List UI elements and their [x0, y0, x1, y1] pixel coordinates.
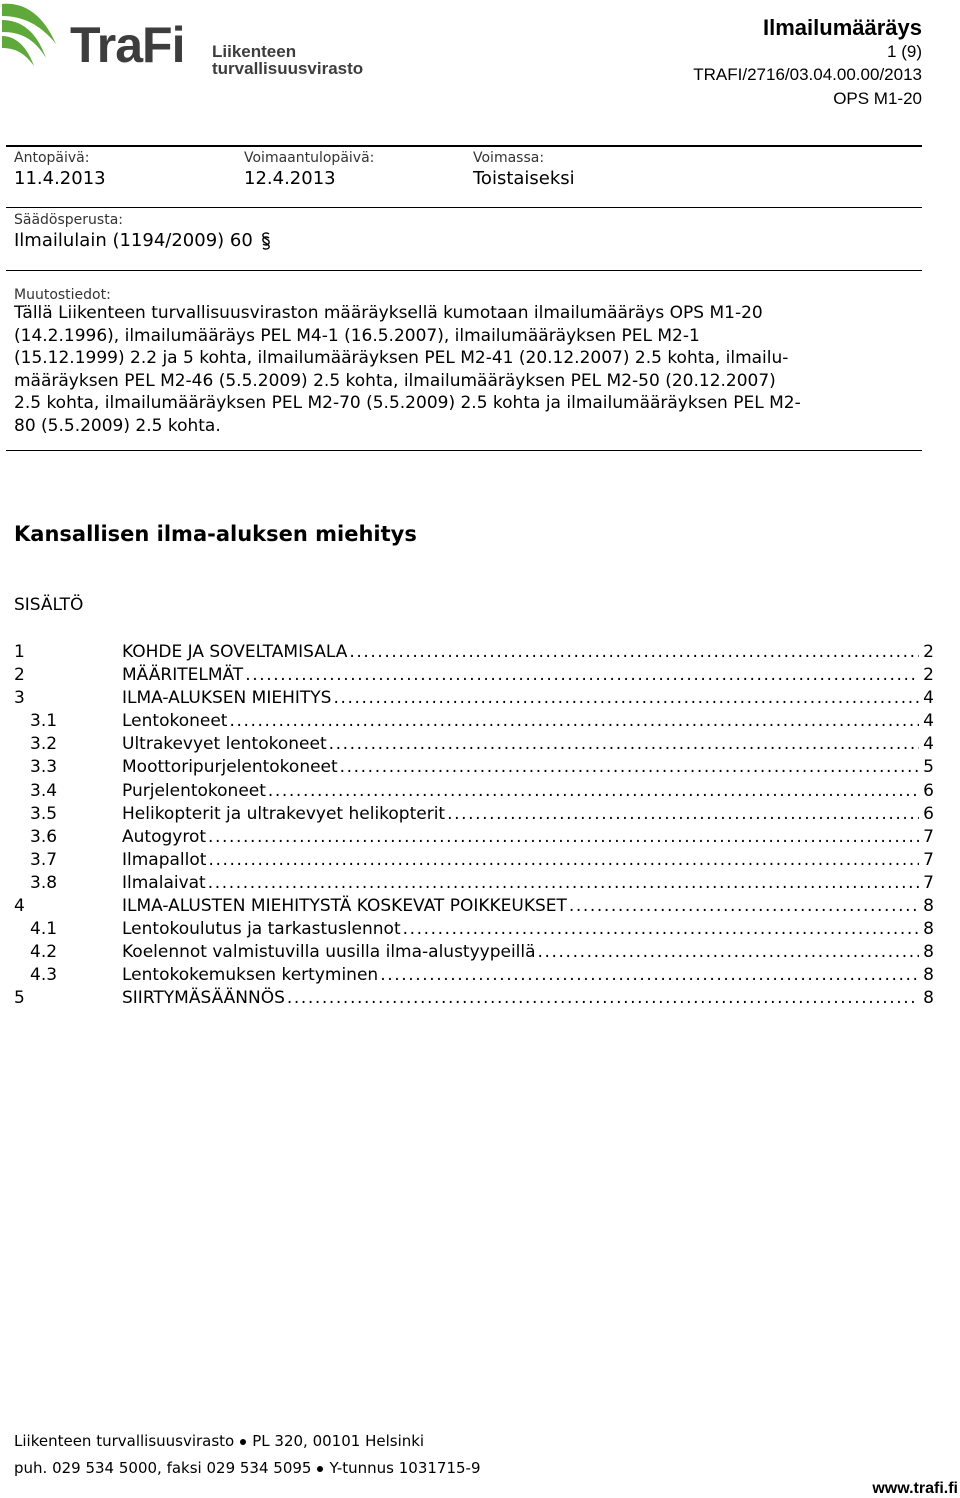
toc-entry-page: 8 — [923, 965, 934, 986]
toc-leader-dots — [380, 964, 919, 987]
header-divider — [6, 145, 922, 147]
toc-entry-page: 8 — [923, 896, 934, 917]
toc-entry-number: 4 — [14, 896, 25, 917]
toc-entry-page: 5 — [923, 757, 934, 778]
toc-entry-title: Moottoripurjelentokoneet — [122, 757, 338, 778]
toc-entry-number: 3 — [14, 688, 25, 709]
toc-entry-title: ILMA-ALUKSEN MIEHITYS — [122, 688, 332, 709]
toc-leader-dots — [569, 895, 919, 918]
toc-entry[interactable] — [14, 964, 934, 987]
toc-entry-title: Ultrakevyet lentokoneet — [122, 734, 327, 755]
toc-entry[interactable] — [14, 826, 934, 849]
toc-leader-dots — [287, 987, 919, 1010]
toc-entry-page: 2 — [923, 642, 934, 662]
bullet-icon — [317, 1466, 323, 1472]
toc-entry-number: 3.8 — [30, 872, 58, 893]
footer-postal-address: PL 320, 00101 Helsinki — [252, 1432, 425, 1450]
amendments-line: 2.5 kohta, ilmailumääräyksen PEL M2-70 (5.5.2009) 2.5 kohta ja ilmailumääräyksen PEL M2- — [14, 393, 801, 413]
toc-entry[interactable] — [14, 895, 934, 918]
toc-entry-page: 7 — [923, 826, 934, 847]
toc-entry-title: Autogyrot — [122, 826, 207, 847]
trafi-logo — [0, 0, 430, 78]
toc-leader-dots — [245, 664, 919, 687]
valid-label: Voimassa: — [473, 150, 545, 166]
footer-business-id: Y-tunnus 1031715-9 — [329, 1459, 481, 1477]
footer-agency: Liikenteen turvallisuusvirasto — [14, 1432, 235, 1450]
toc-entry-page: 8 — [923, 988, 934, 1009]
toc-entry-page: 4 — [923, 688, 934, 709]
document-code: OPS M1-20 — [833, 89, 922, 108]
valid-value: Toistaiseksi — [473, 168, 575, 189]
toc-leader-dots — [447, 803, 919, 826]
amendments-line: (14.2.1996), ilmailumääräys PEL M4-1 (16.5.2007), ilmailumääräyksen PEL M2-1 — [14, 325, 700, 346]
legal-basis-value — [14, 232, 271, 250]
document-reference: TRAFI/2716/03.04.00.00/2013 — [693, 65, 922, 84]
toc-entry-page: 2 — [923, 665, 934, 686]
trafi-logo-mark-icon — [0, 0, 70, 70]
amendments-text — [14, 302, 934, 437]
toc-entry-number: 3.7 — [30, 849, 58, 870]
toc-entry[interactable] — [14, 918, 934, 941]
table-of-contents — [14, 641, 934, 1011]
document-title: Kansallisen ilma-aluksen miehitys — [14, 522, 417, 546]
toc-entry-title: Purjelentokoneet — [122, 780, 266, 801]
toc-entry-number: 3.2 — [30, 734, 58, 755]
toc-leader-dots — [268, 780, 919, 803]
toc-entry-page: 4 — [923, 711, 934, 732]
toc-entry-page: 4 — [923, 734, 934, 755]
toc-entry-number: 4.1 — [30, 919, 58, 940]
toc-entry[interactable] — [14, 687, 934, 710]
logo-name: TraFi — [70, 17, 185, 73]
amendments-line: 80 (5.5.2009) 2.5 kohta. — [14, 415, 221, 436]
toc-entry-title: Koelennot valmistuvilla uusilla ilma-alustyypeillä — [122, 942, 536, 963]
logo-subtitle: Liikenteen turvallisuusvirasto — [212, 42, 364, 78]
toc-entry-title: Helikopterit ja ultrakevyet helikopterit — [122, 803, 446, 824]
footer-address — [14, 1434, 424, 1449]
toc-entry-page: 6 — [923, 803, 934, 824]
toc-leader-dots — [229, 710, 919, 733]
toc-entry-title: Lentokoulutus ja tarkastuslennot — [122, 919, 401, 940]
toc-entry-number: 4.2 — [30, 942, 58, 963]
toc-leader-dots — [349, 641, 919, 664]
toc-entry[interactable] — [14, 941, 934, 964]
footer-contact — [14, 1461, 481, 1476]
toc-entry-page: 7 — [923, 872, 934, 893]
document-type: Ilmailumääräys — [763, 15, 922, 40]
issued-value: 11.4.2013 — [14, 168, 106, 189]
toc-entry[interactable] — [14, 664, 934, 687]
toc-entry-title: Ilmapallot — [122, 849, 207, 870]
toc-leader-dots — [329, 733, 919, 756]
footer-website[interactable]: www.trafi.fi — [872, 1480, 958, 1497]
toc-entry-number: 3.3 — [30, 757, 58, 778]
toc-entry-title: MÄÄRITELMÄT — [122, 665, 244, 686]
toc-entry-page: 8 — [923, 942, 934, 963]
amendments-line: (15.12.1999) 2.2 ja 5 kohta, ilmailumääräyksen PEL M2-41 (20.12.2007) 2.5 kohta, ilmailu- — [14, 348, 789, 368]
meta-divider — [6, 207, 922, 208]
toc-entry[interactable] — [14, 780, 934, 803]
legal-basis-label: Säädösperusta: — [14, 212, 123, 228]
toc-leader-dots — [208, 872, 919, 895]
toc-entry-number: 4.3 — [30, 965, 58, 986]
toc-entry-title: KOHDE JA SOVELTAMISALA — [122, 642, 348, 662]
toc-leader-dots — [403, 918, 919, 941]
toc-leader-dots — [208, 849, 919, 872]
amendments-divider — [6, 450, 922, 451]
toc-entry-number: 1 — [14, 642, 25, 662]
toc-entry-number: 3.1 — [30, 711, 58, 732]
toc-entry-page: 8 — [923, 919, 934, 940]
section-sign-icon — [261, 232, 271, 250]
toc-leader-dots — [208, 826, 919, 849]
toc-entry-number: 2 — [14, 665, 25, 686]
toc-entry-title: Ilmalaivat — [122, 872, 206, 893]
toc-leader-dots — [538, 941, 919, 964]
toc-entry[interactable] — [14, 872, 934, 895]
toc-entry-title: Lentokokemuksen kertyminen — [122, 965, 379, 986]
toc-entry[interactable] — [14, 756, 934, 779]
toc-entry-number: 5 — [14, 988, 25, 1009]
legal-basis-text: Ilmailulain (1194/2009) 60 — [14, 230, 253, 251]
toc-entry-number: 3.5 — [30, 803, 58, 824]
effective-value: 12.4.2013 — [244, 168, 336, 189]
toc-entry-title: Lentokoneet — [122, 711, 228, 732]
toc-leader-dots — [340, 756, 919, 779]
toc-heading: SISÄLTÖ — [14, 595, 84, 615]
issued-label: Antopäivä: — [14, 150, 90, 166]
footer-phone: puh. 029 534 5000, faksi 029 534 5095 — [14, 1459, 312, 1477]
amendments-line: Tällä Liikenteen turvallisuusviraston määräyksellä kumotaan ilmailumääräys OPS M1-20 — [14, 303, 763, 323]
toc-entry[interactable] — [14, 710, 934, 733]
toc-entry-title: SIIRTYMÄSÄÄNNÖS — [122, 988, 285, 1009]
amendments-label: Muutostiedot: — [14, 287, 111, 303]
toc-entry[interactable] — [14, 733, 934, 756]
toc-entry[interactable] — [14, 641, 934, 664]
toc-entry[interactable] — [14, 987, 934, 1010]
page-number: 1 (9) — [887, 42, 922, 61]
toc-leader-dots — [333, 687, 919, 710]
toc-entry-number: 3.6 — [30, 826, 58, 847]
effective-label: Voimaantulopäivä: — [244, 150, 375, 166]
toc-entry-number: 3.4 — [30, 780, 58, 801]
toc-entry-page: 6 — [923, 780, 934, 801]
amendments-line: määräyksen PEL M2-46 (5.5.2009) 2.5 kohta, ilmailumääräyksen PEL M2-50 (20.12.2007) — [14, 370, 776, 391]
legal-basis-divider — [6, 270, 922, 271]
toc-entry-page: 7 — [923, 849, 934, 870]
toc-entry-title: ILMA-ALUSTEN MIEHITYSTÄ KOSKEVAT POIKKEUKSET — [122, 896, 567, 917]
toc-entry[interactable] — [14, 803, 934, 826]
toc-entry[interactable] — [14, 849, 934, 872]
bullet-icon — [240, 1439, 246, 1445]
